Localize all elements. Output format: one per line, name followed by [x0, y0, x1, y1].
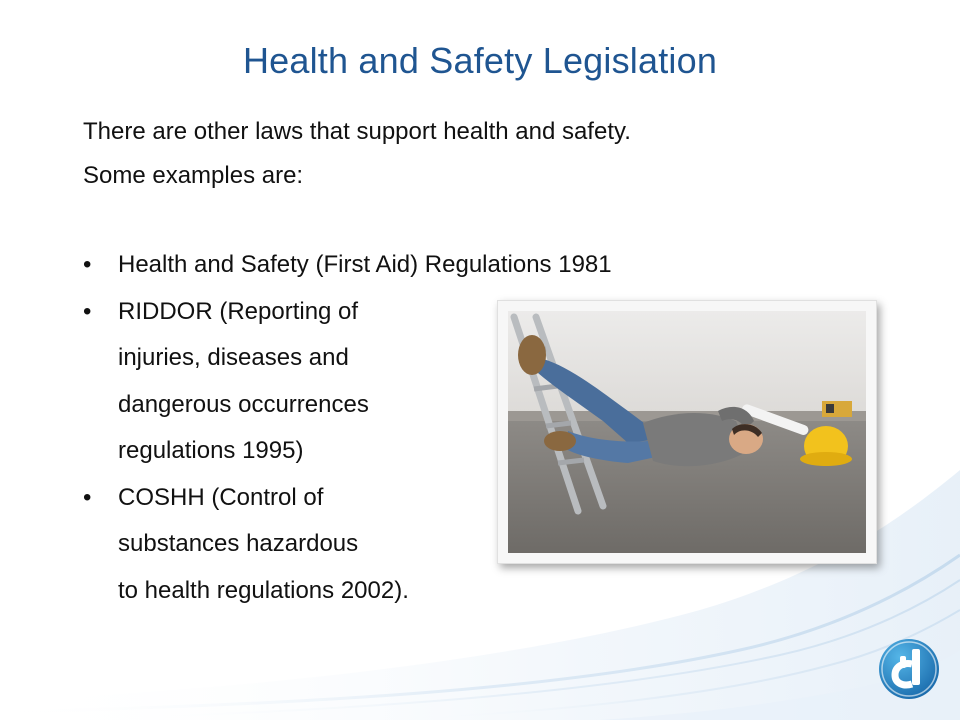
intro-line-2: Some examples are:: [83, 162, 304, 189]
bullet-line: injuries, diseases and: [118, 344, 349, 371]
bullet-line: regulations 1995): [118, 437, 304, 464]
photo-frame: [497, 300, 877, 564]
bullet-line: dangerous occurrences: [118, 390, 369, 418]
bullet-line: COSHH (Control of: [118, 483, 324, 511]
bullet-line: Health and Safety (First Aid) Regulations 1981: [118, 251, 612, 278]
bullet-line: RIDDOR (Reporting of: [118, 297, 359, 325]
d-logo-icon: [878, 638, 940, 700]
bullet-line: substances hazardous: [118, 530, 359, 557]
intro-line-1: There are other laws that support health and safety.: [83, 118, 631, 145]
bullet-icon: •: [83, 251, 92, 278]
slide-title: Health and Safety Legislation: [242, 40, 718, 81]
bullet-icon: •: [83, 297, 92, 325]
intro-text: [83, 110, 631, 198]
bullet-line: to health regulations 2002).: [118, 576, 409, 604]
man-fallen-from-ladder-photo: [508, 311, 866, 553]
bullet-icon: •: [83, 483, 92, 511]
